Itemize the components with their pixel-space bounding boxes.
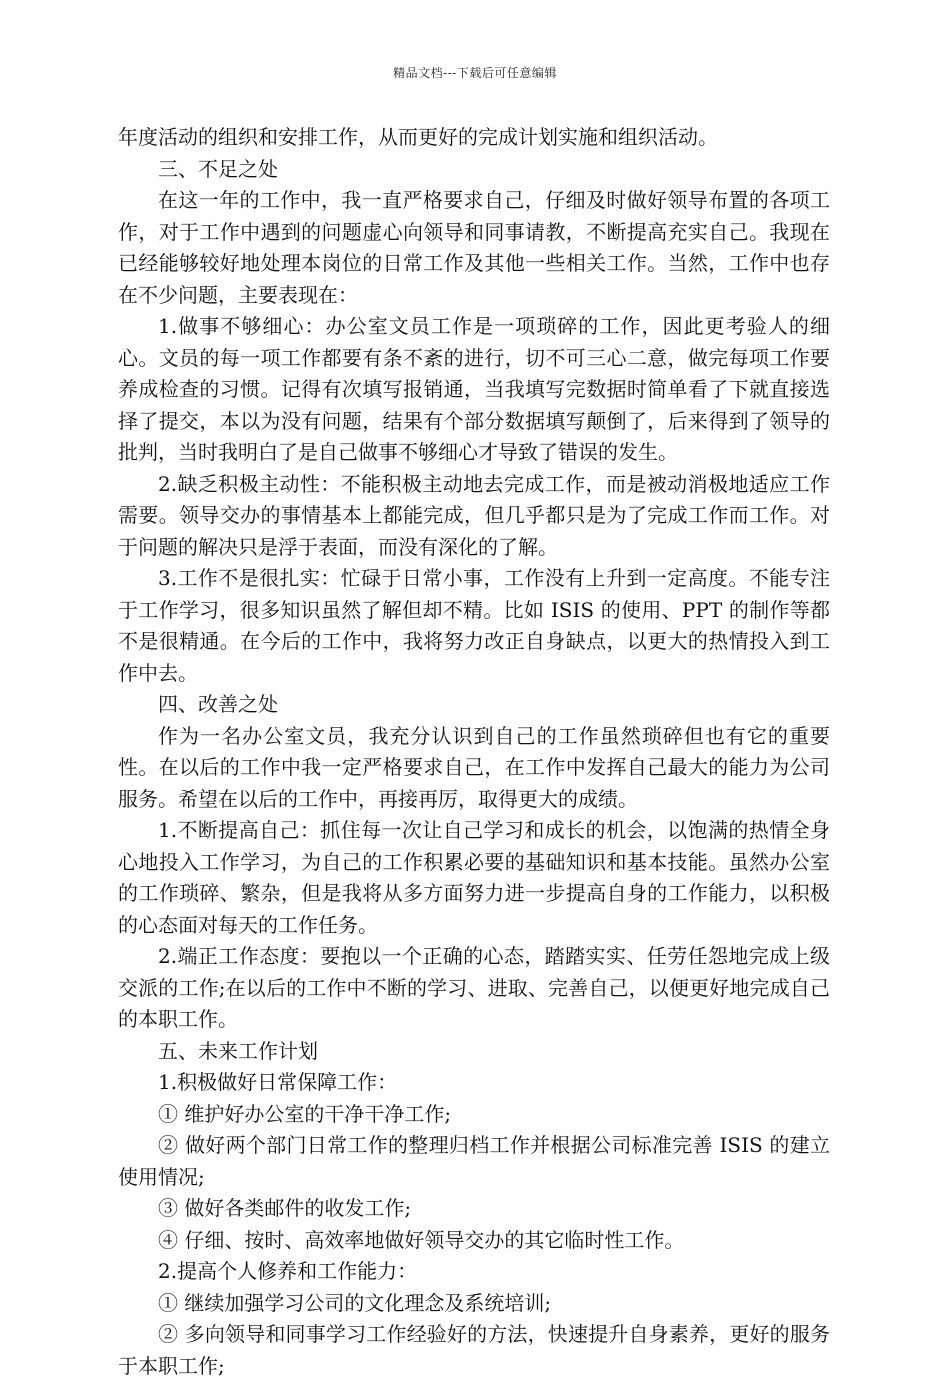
paragraph-continuation: 年度活动的组织和安排工作，从而更好的完成计划实施和组织活动。 <box>118 125 718 149</box>
document-body <box>118 122 830 1382</box>
list-item: ② 做好两个部门日常工作的整理归档工作并根据公司标准完善 ISIS 的建立使用情况; <box>118 1133 830 1189</box>
list-item: ② 多向领导和同事学习工作经验好的方法，快速提升自身素养，更好的服务于本职工作; <box>118 1322 830 1378</box>
list-heading: 2.提高个人修养和工作能力： <box>158 1259 418 1283</box>
paragraph: 1.做事不够细心：办公室文员工作是一项琐碎的工作，因此更考验人的细心。文员的每一项工作都要有条不紊的进行，切不可三心二意，做完每项工作要养成检查的习惯。记得有次填写报销通，当我填写完数据时简单看了下就直接选择了提交，本以为没有问题，结果有个部分数据填写颠倒了，后来得到了领导的批判，当时我明白了是自己做事不够细心才导致了错误的发生。 <box>118 314 830 464</box>
list-item: ① 继续加强学习公司的文化理念及系统培训; <box>158 1290 552 1315</box>
paragraph: 2.缺乏积极主动性：不能积极主动地去完成工作，而是被动消极地适应工作需要。领导交办的事情基本上都能完成，但几乎都只是为了完成工作而工作。对于问题的解决只是浮于表面，而没有深化的了解。 <box>118 471 830 559</box>
section-heading-future-plan: 五、未来工作计划 <box>158 1038 318 1063</box>
list-heading: 1.积极做好日常保障工作： <box>158 1070 398 1094</box>
paragraph: 2.端正工作态度：要抱以一个正确的心态，踏踏实实、任劳任怨地完成上级交派的工作;在以后的工作中不断的学习、进取、完善自己，以便更好地完成自己的本职工作。 <box>118 944 830 1031</box>
list-item: ① 维护好办公室的干净干净工作; <box>158 1101 452 1126</box>
list-item: ④ 仔细、按时、高效率地做好领导交办的其它临时性工作。 <box>158 1227 685 1252</box>
paragraph: 3.工作不是很扎实：忙碌于日常小事，工作没有上升到一定高度。不能专注于工作学习，很多知识虽然了解但却不精。比如 ISIS 的使用、PPT 的制作等都不是很精通。在今后的工作中，我将努力改正自身缺点，以更大的热情投入到工作中去。 <box>118 566 830 685</box>
paragraph: 在这一年的工作中，我一直严格要求自己，仔细及时做好领导布置的各项工作，对于工作中遇到的问题虚心向领导和同事请教，不断提高充实自己。我现在已经能够较好地处理本岗位的日常工作及其他一些相关工作。当然，工作中也存在不少问题，主要表现在： <box>118 188 830 307</box>
list-item: ③ 做好各类邮件的收发工作; <box>158 1196 412 1220</box>
paragraph: 1.不断提高自己：抓住每一次让自己学习和成长的机会，以饱满的热情全身心地投入工作学习，为自己的工作积累必要的基础知识和基本技能。虽然办公室的工作琐碎、繁杂，但是我将从多方面努力进一步提高自身的工作能力，以积极的心态面对每天的工作任务。 <box>118 818 830 937</box>
paragraph: 作为一名办公室文员，我充分认识到自己的工作虽然琐碎但也有它的重要性。在以后的工作中我一定严格要求自己，在工作中发挥自己最大的能力为公司服务。希望在以后的工作中，再接再厉，取得更大的成绩。 <box>118 723 830 811</box>
section-heading-shortcomings: 三、不足之处 <box>158 156 278 181</box>
section-heading-improvements: 四、改善之处 <box>158 692 278 716</box>
page-header: 精品文档---下载后可任意编辑 <box>393 66 557 80</box>
